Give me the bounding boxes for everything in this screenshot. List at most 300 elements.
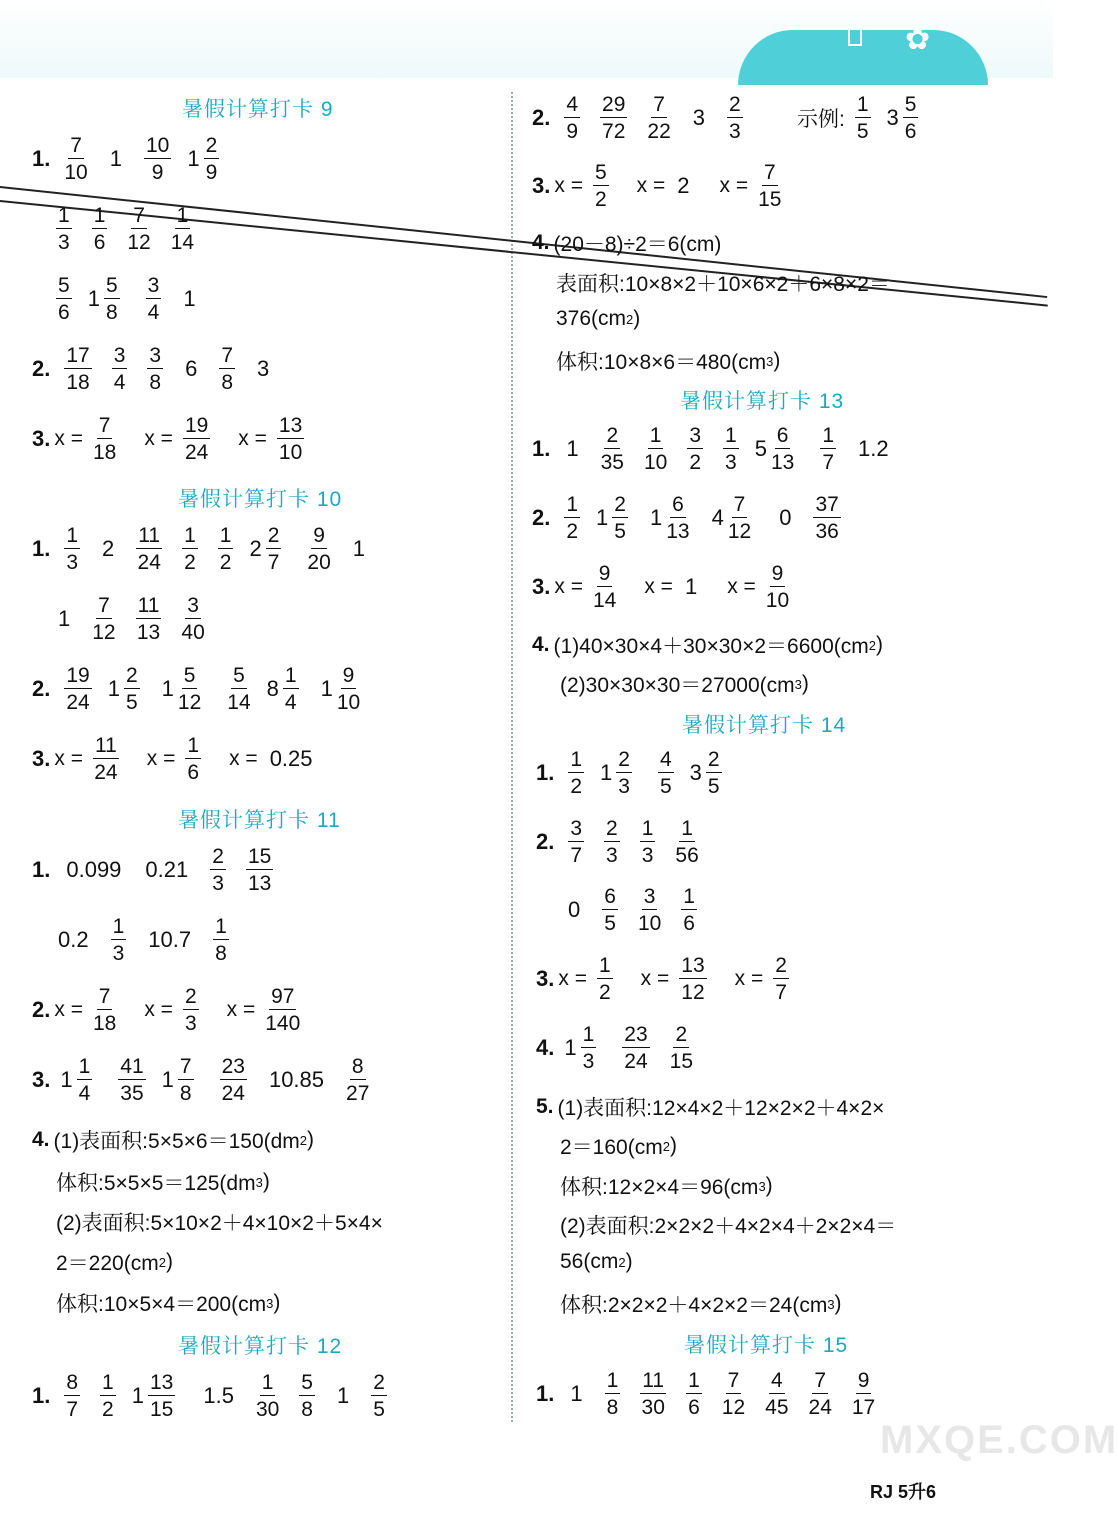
- question-number: 3.: [532, 173, 551, 198]
- paren: ): [262, 1170, 270, 1193]
- answer-row: [46, 275, 208, 323]
- section-title-card-9: 暑假计算打卡 9: [182, 98, 334, 121]
- fraction: [100, 1372, 116, 1420]
- answer-text-line: [32, 1125, 314, 1155]
- mixed-number: [267, 665, 309, 713]
- fraction: [64, 665, 91, 713]
- fraction: [136, 525, 162, 573]
- fraction-denominator: 35: [600, 451, 624, 474]
- fraction-denominator: 6: [688, 1396, 700, 1419]
- fraction: [765, 1370, 788, 1418]
- fraction: [568, 818, 584, 866]
- fraction: [647, 94, 670, 142]
- variable-x-equals: x =: [54, 747, 83, 770]
- fraction-denominator: 12: [177, 691, 202, 714]
- answer-text: 体积:12×2×4＝96(cm: [560, 1176, 759, 1199]
- fraction-numerator: 1: [219, 524, 232, 547]
- mixed-whole: 1: [107, 676, 120, 701]
- fraction: [346, 1056, 369, 1104]
- answer-value: 1: [183, 286, 196, 311]
- fraction: [809, 1370, 832, 1418]
- fraction-numerator: 7: [727, 1369, 740, 1392]
- section-title-card-10: 暑假计算打卡 10: [178, 488, 343, 511]
- fraction-numerator: 2: [675, 1023, 688, 1046]
- superscript: 2: [299, 1132, 308, 1148]
- fraction: [766, 563, 789, 611]
- fraction-denominator: 4: [113, 371, 126, 394]
- fraction-denominator: 4: [147, 301, 160, 324]
- superscript: 2: [618, 1254, 626, 1270]
- answer-row: [32, 415, 332, 463]
- fraction-denominator: 3: [112, 942, 125, 965]
- answer-row: [32, 846, 283, 894]
- mixed-number: [187, 135, 229, 183]
- mixed-whole: 3: [689, 760, 702, 785]
- fraction-denominator: 10: [637, 912, 662, 935]
- fraction-denominator: 12: [727, 520, 752, 543]
- variable-x-equals: x =: [554, 174, 583, 197]
- answer-text: (1)表面积:12×4×2＋12×2×2＋4×2×: [557, 1097, 885, 1120]
- fraction-denominator: 22: [647, 120, 671, 143]
- fraction-numerator: 7: [98, 594, 110, 617]
- paren: ): [773, 349, 781, 372]
- fraction-denominator: 10: [336, 691, 361, 714]
- variable-x-equals: x =: [229, 747, 258, 770]
- question-number: 3.: [32, 426, 51, 451]
- mixed-whole: 1: [320, 676, 333, 701]
- fraction-denominator: 8: [215, 942, 227, 965]
- answer-row: [532, 425, 901, 473]
- fraction-denominator: 3: [184, 1012, 197, 1035]
- question-number: 4.: [536, 1035, 555, 1060]
- mixed-whole: 1: [600, 760, 613, 785]
- fraction: [640, 818, 656, 866]
- paren: ): [633, 307, 641, 330]
- mixed-number: [162, 665, 212, 713]
- fraction-denominator: 2: [570, 775, 583, 798]
- fraction-denominator: 8: [221, 371, 234, 394]
- fraction-numerator: 7: [814, 1369, 827, 1392]
- fraction: [93, 986, 116, 1034]
- fraction: [136, 595, 162, 643]
- fraction-denominator: 15: [669, 1050, 694, 1073]
- answer-text: 56(cm: [560, 1250, 619, 1273]
- fraction: [181, 595, 204, 643]
- fraction: [93, 415, 116, 463]
- fraction: [127, 205, 150, 253]
- fraction: [64, 345, 91, 393]
- mixed-whole: 1: [187, 146, 200, 171]
- fraction: [722, 1370, 745, 1418]
- fraction-denominator: 17: [851, 1396, 876, 1419]
- answer-value: 1: [336, 1383, 350, 1408]
- answer-value: 1.2: [858, 436, 889, 461]
- fraction-numerator: 7: [653, 93, 665, 116]
- answer-text-line: [56, 1207, 383, 1237]
- fraction: [666, 494, 689, 542]
- fraction-numerator: 2: [125, 664, 138, 687]
- fraction-denominator: 3: [725, 451, 737, 474]
- fraction-denominator: 3: [212, 872, 224, 895]
- answer-row: [32, 1372, 397, 1420]
- fraction-numerator: 3: [149, 344, 162, 367]
- fraction: [220, 1056, 247, 1104]
- mixed-number: [88, 275, 130, 323]
- fraction-numerator: 1: [582, 1023, 595, 1046]
- fraction: [727, 94, 743, 142]
- question-number: 3.: [536, 966, 555, 991]
- fraction: [178, 1056, 194, 1104]
- fraction-numerator: 1: [598, 954, 611, 977]
- fraction-numerator: 3: [113, 344, 126, 367]
- question-number: 4.: [532, 231, 550, 254]
- fraction-numerator: 9: [313, 524, 325, 547]
- fraction: [706, 749, 722, 797]
- mixed-number: [887, 94, 929, 142]
- fraction-denominator: 12: [127, 231, 151, 254]
- fraction: [773, 955, 789, 1003]
- fraction: [112, 345, 128, 393]
- fraction-numerator: 7: [179, 1055, 192, 1078]
- fraction-denominator: 5: [659, 775, 672, 798]
- superscript: 2: [626, 311, 634, 327]
- fraction-denominator: 4: [284, 691, 297, 714]
- section-title-card-12: 暑假计算打卡 12: [178, 1335, 343, 1358]
- fraction: [658, 749, 674, 797]
- question-number: 3.: [32, 1067, 51, 1092]
- fraction: [593, 563, 616, 611]
- answer-row: [532, 494, 851, 542]
- fraction: [622, 1024, 649, 1072]
- answer-text-line: [560, 1210, 896, 1240]
- fraction-denominator: 5: [707, 775, 720, 798]
- fraction-numerator: 4: [566, 93, 579, 116]
- mixed-whole: 1: [60, 1067, 73, 1092]
- fraction-numerator: 1: [184, 524, 196, 547]
- question-number: 1.: [32, 1383, 51, 1408]
- fraction: [852, 1370, 875, 1418]
- fraction: [124, 665, 140, 713]
- fraction-numerator: 7: [98, 985, 111, 1008]
- mixed-number: [564, 1024, 606, 1072]
- superscript: 3: [766, 353, 774, 369]
- answer-text-line: [56, 1288, 280, 1318]
- fraction-denominator: 3: [66, 551, 79, 574]
- mixed-number: [108, 665, 150, 713]
- fraction-numerator: 4: [659, 748, 672, 771]
- fraction-numerator: 1: [681, 817, 693, 840]
- right-column: [512, 0, 1017, 1525]
- fraction-numerator: 6: [672, 493, 684, 516]
- answer-text-line: [536, 1092, 884, 1122]
- question-number: 2.: [532, 105, 551, 130]
- fraction-denominator: 12: [721, 1396, 746, 1419]
- fraction-denominator: 8: [149, 371, 162, 394]
- fraction-denominator: 40: [181, 621, 205, 644]
- paren: ): [765, 1174, 773, 1197]
- fraction: [616, 749, 632, 797]
- answer-text-line: [560, 1171, 773, 1201]
- fraction-numerator: 1: [641, 817, 654, 840]
- fraction-numerator: 1: [683, 885, 695, 908]
- fraction: [299, 1372, 315, 1420]
- fraction-numerator: 1: [176, 204, 189, 227]
- variable-x-equals: x =: [636, 174, 666, 197]
- fraction-numerator: 6: [604, 885, 616, 908]
- fraction-denominator: 14: [592, 589, 617, 612]
- variable-x-equals: x =: [146, 747, 176, 770]
- mixed-whole: 4: [711, 505, 724, 530]
- answer-row: [32, 986, 328, 1034]
- fraction: [77, 1056, 93, 1104]
- answer-text: (2)30×30×30＝27000(cm: [560, 674, 795, 697]
- fraction-denominator: 3: [58, 231, 70, 254]
- fraction-denominator: 5: [373, 1398, 385, 1421]
- fraction-denominator: 8: [606, 1396, 619, 1419]
- fraction-denominator: 3: [582, 1050, 595, 1073]
- answer-text-line: [560, 669, 809, 699]
- fraction-denominator: 15: [758, 188, 782, 211]
- fraction-numerator: 1: [261, 1371, 274, 1394]
- answer-row: [536, 818, 709, 866]
- mixed-whole: 1: [161, 676, 174, 701]
- mixed-whole: 1: [564, 1035, 577, 1060]
- question-number: 3.: [32, 746, 51, 771]
- fraction-denominator: 15: [149, 1398, 174, 1421]
- answer-text: (1)40×30×4＋30×30×2＝6600(cm: [553, 635, 869, 658]
- variable-x-equals: x =: [554, 575, 583, 598]
- fraction-numerator: 3: [187, 594, 199, 617]
- superscript: 3: [794, 676, 802, 692]
- answer-text: 表面积:10×8×2＋10×6×2＋6×8×2＝: [556, 273, 890, 296]
- fraction: [564, 94, 580, 142]
- answer-text-line: [56, 1167, 270, 1197]
- question-number: 3.: [532, 574, 551, 599]
- mixed-number: [321, 665, 371, 713]
- fraction-numerator: 2: [205, 134, 218, 157]
- answer-value: 1: [58, 606, 71, 631]
- paren: ): [273, 1291, 281, 1314]
- fraction-denominator: 3: [606, 844, 618, 867]
- fraction-denominator: 7: [775, 981, 787, 1004]
- answer-text-line: [560, 1250, 633, 1274]
- fraction: [602, 886, 618, 934]
- fraction-numerator: 9: [598, 562, 611, 585]
- fraction-numerator: 2: [614, 493, 626, 516]
- paren: ): [669, 1134, 677, 1157]
- answer-row: [532, 162, 809, 210]
- answer-row: [46, 595, 215, 643]
- fraction-denominator: 7: [267, 551, 280, 574]
- question-number: 1.: [536, 760, 555, 785]
- paren: ): [165, 1250, 173, 1273]
- fraction-numerator: 9: [771, 562, 784, 585]
- fraction: [210, 846, 226, 894]
- fraction-denominator: 2: [594, 188, 607, 211]
- fraction-denominator: 24: [221, 1082, 245, 1105]
- fraction-numerator: 1: [649, 424, 662, 447]
- fraction-numerator: 23: [221, 1055, 245, 1078]
- fraction-numerator: 3: [689, 424, 702, 447]
- variable-x-equals: x =: [719, 174, 749, 197]
- fraction-denominator: 35: [120, 1082, 144, 1105]
- fraction-numerator: 1: [284, 664, 297, 687]
- fraction: [64, 135, 87, 183]
- question-number: 4.: [32, 1128, 50, 1151]
- answer-text: 体积:10×5×4＝200(cm: [56, 1293, 267, 1316]
- fraction-numerator: 37: [815, 493, 839, 516]
- fraction-denominator: 18: [92, 1012, 117, 1035]
- fraction-denominator: 36: [815, 520, 839, 543]
- fraction-numerator: 29: [602, 93, 626, 116]
- answer-value: 0.099: [66, 857, 122, 882]
- fraction-denominator: 13: [136, 621, 161, 644]
- answer-value: 10.7: [148, 927, 192, 952]
- fraction-numerator: 19: [66, 664, 90, 687]
- answer-row: [32, 525, 377, 573]
- fraction-numerator: 15: [247, 845, 272, 868]
- fraction: [638, 886, 661, 934]
- fraction: [219, 345, 235, 393]
- variable-x-equals: x =: [144, 427, 173, 450]
- fraction-numerator: 1: [102, 1371, 114, 1394]
- fraction-numerator: 1: [58, 204, 70, 227]
- fraction: [144, 135, 171, 183]
- answer-value: 1: [109, 146, 122, 171]
- paren: ): [875, 633, 883, 656]
- fraction-numerator: 1: [78, 1055, 91, 1078]
- fraction-denominator: 27: [346, 1082, 370, 1105]
- fraction-numerator: 2: [373, 1371, 385, 1394]
- fraction-numerator: 5: [904, 93, 917, 116]
- fraction: [564, 494, 580, 542]
- fraction: [605, 1370, 621, 1418]
- fraction: [213, 916, 229, 964]
- answer-row-example: [797, 94, 934, 142]
- mixed-number: [132, 1372, 186, 1420]
- fraction-denominator: 7: [570, 844, 583, 867]
- fraction-denominator: 6: [93, 231, 106, 254]
- fraction-denominator: 13: [247, 872, 272, 895]
- fraction-numerator: 1: [112, 915, 125, 938]
- fraction-denominator: 9: [151, 161, 164, 184]
- fraction-numerator: 7: [763, 161, 776, 184]
- fraction-numerator: 2: [775, 954, 787, 977]
- fraction: [644, 425, 667, 473]
- answer-text: 2＝220(cm: [56, 1252, 159, 1275]
- question-number: 1.: [532, 436, 551, 461]
- fraction: [277, 415, 304, 463]
- question-number: 2.: [32, 676, 51, 701]
- superscript: 2: [662, 1138, 670, 1154]
- answer-value: 2: [677, 173, 690, 198]
- banner-grass-icon: ✿: [905, 23, 931, 56]
- answer-value: 1: [566, 436, 579, 461]
- fraction-numerator: 5: [58, 274, 70, 297]
- answer-text: (1)表面积:5×5×6＝150(dm: [53, 1130, 300, 1153]
- fraction-denominator: 2: [566, 520, 579, 543]
- answer-value: 3: [257, 356, 270, 381]
- fraction-denominator: 5: [614, 520, 626, 543]
- paren: ): [801, 672, 809, 695]
- question-number: 2.: [532, 505, 551, 530]
- fraction-numerator: 11: [642, 1369, 665, 1392]
- fraction-denominator: 140: [265, 1012, 301, 1035]
- fraction: [371, 1372, 387, 1420]
- fraction-denominator: 7: [66, 1398, 79, 1421]
- fraction-numerator: 2: [707, 748, 720, 771]
- fraction-numerator: 9: [342, 664, 355, 687]
- mixed-whole: 8: [266, 676, 279, 701]
- mixed-number: [600, 749, 642, 797]
- mixed-whole: 1: [161, 1067, 174, 1092]
- example-label: 示例:: [797, 108, 845, 131]
- answer-text: (20－8)÷2＝6(cm): [553, 233, 722, 256]
- fraction-numerator: 3: [147, 274, 160, 297]
- answer-value: 1: [570, 1381, 583, 1406]
- fraction: [601, 425, 624, 473]
- answer-text-line: [560, 1131, 677, 1161]
- fraction-denominator: 2: [598, 981, 611, 1004]
- fraction: [687, 425, 703, 473]
- fraction-numerator: 1: [606, 1369, 619, 1392]
- mixed-whole: 5: [754, 436, 767, 461]
- question-number: 2.: [536, 829, 555, 854]
- fraction: [185, 735, 201, 783]
- paren: ): [834, 1292, 842, 1315]
- fraction: [568, 749, 584, 797]
- fraction-numerator: 7: [221, 344, 234, 367]
- fraction-denominator: 5: [856, 120, 869, 143]
- variable-x-equals: x =: [734, 967, 764, 990]
- fraction: [681, 886, 697, 934]
- question-number: 1.: [536, 1381, 555, 1406]
- superscript: 3: [266, 1295, 274, 1311]
- fraction: [64, 1372, 80, 1420]
- fraction-numerator: 17: [66, 344, 90, 367]
- mixed-number: [60, 1056, 102, 1104]
- superscript: 3: [827, 1296, 835, 1312]
- answer-row: [536, 1024, 703, 1072]
- fraction-numerator: 97: [271, 985, 295, 1008]
- fraction: [148, 1372, 175, 1420]
- fraction: [183, 986, 199, 1034]
- fraction-denominator: 2: [219, 551, 232, 574]
- fraction: [111, 916, 127, 964]
- answer-text: 体积:2×2×2＋4×2×2＝24(cm: [560, 1294, 828, 1317]
- answer-row: [46, 205, 204, 253]
- answer-value: 1.5: [203, 1383, 234, 1408]
- fraction-numerator: 1: [566, 493, 579, 516]
- fraction-denominator: 8: [179, 1082, 192, 1105]
- fraction: [723, 425, 739, 473]
- answer-value: 3: [692, 105, 706, 130]
- fraction-numerator: 11: [137, 594, 160, 617]
- mixed-whole: 2: [249, 536, 262, 561]
- mixed-number: [650, 494, 700, 542]
- fraction-denominator: 13: [666, 520, 690, 543]
- fraction-denominator: 9: [205, 161, 218, 184]
- fraction: [612, 494, 628, 542]
- superscript: 2: [868, 637, 876, 653]
- fraction: [581, 1024, 597, 1072]
- fraction-numerator: 7: [733, 493, 746, 516]
- fraction-numerator: 2: [606, 817, 618, 840]
- mixed-whole: 1: [649, 505, 663, 530]
- fraction: [675, 818, 698, 866]
- answer-row: [32, 735, 343, 783]
- fraction-denominator: 10: [278, 441, 303, 464]
